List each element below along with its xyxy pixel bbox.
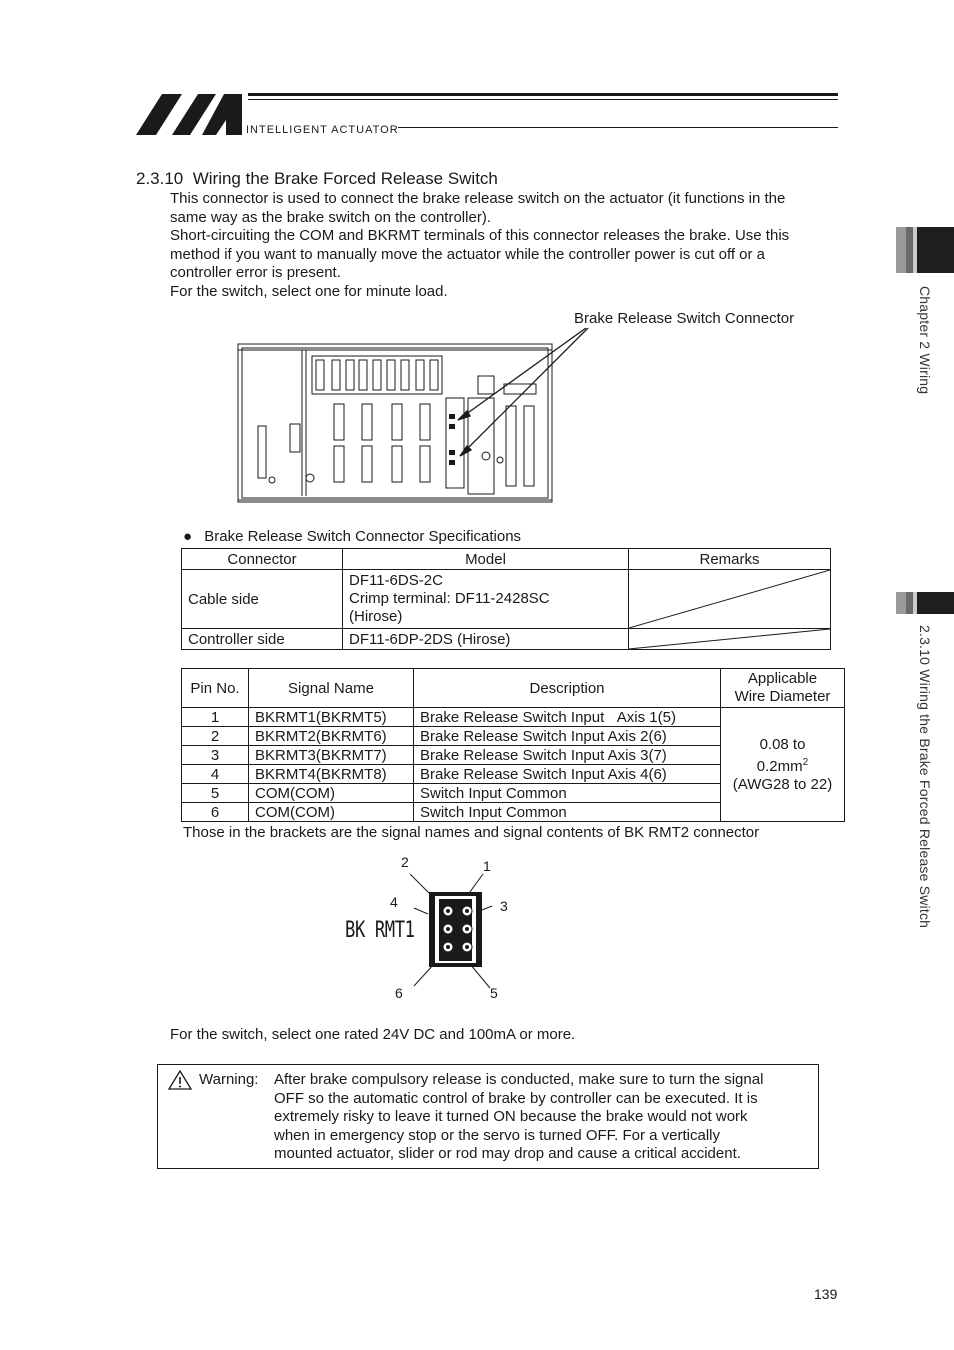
pin-label-6: 6 [395,985,403,1001]
spec-cell-connector: Cable side [182,570,343,629]
pin-label-2: 2 [401,854,409,870]
chapter-tab [896,227,954,273]
pin-diagram [340,852,520,1002]
wire-cell [721,708,845,822]
pin-label-4: 4 [390,894,398,910]
sidebar-chapter-label: Chapter 2 Wiring [917,286,933,395]
signal-cell: COM(COM) [249,784,414,803]
spec-model-line: Crimp terminal: DF11-2428SC [349,590,550,607]
spec-cell-remarks [629,570,831,629]
desc-cell: Brake Release Switch Input Axis 1(5) [414,708,721,727]
wire-line1: 0.08 to [759,735,806,753]
section-title: 2.3.10 Wiring the Brake Forced Release Switch [136,169,498,188]
pin-cell: 1 [182,708,249,727]
spec-header-model: Model [343,549,629,570]
warning-line: OFF so the automatic control of brake by controller can be executed. It is [274,1089,758,1107]
connector-label: BK RMT1 [345,918,415,943]
pin-header-pin: Pin No. [182,669,249,708]
pin-header-wire [721,669,845,708]
pin-header-signal: Signal Name [249,669,414,708]
desc-cell: Brake Release Switch Input Axis 3(7) [414,746,721,765]
desc-cell: Brake Release Switch Input Axis 2(6) [414,727,721,746]
pin-cell: 5 [182,784,249,803]
signal-cell: BKRMT2(BKRMT6) [249,727,414,746]
bullet: ● [183,528,193,545]
spec-cell-remarks [629,629,831,650]
warning-line: when in emergency stop or the servo is turned OFF. For a vertically [274,1126,721,1144]
para1-line2: same way as the brake switch on the controller). [170,208,491,226]
callout-label: Brake Release Switch Connector [574,310,795,327]
iai-logo-mark [136,90,246,136]
signal-cell: BKRMT4(BKRMT8) [249,765,414,784]
wire-line3: (AWG28 to 22) [732,775,833,793]
warning-line: After brake compulsory release is conducted, make sure to turn the signal [274,1071,764,1088]
spec-cell-connector: Controller side [182,629,343,650]
pin-table-note: Those in the brackets are the signal names and signal contents of BK RMT2 connector [183,824,760,841]
logo-mark-text [136,90,137,91]
pin-label-1: 1 [483,858,491,874]
para2-line3: controller error is present. [170,264,341,281]
pin-label-3: 3 [500,898,508,914]
spec-model-line: DF11-6DS-2C [349,572,443,589]
pin-cell: 2 [182,727,249,746]
pin-cell: 4 [182,765,249,784]
pin-table [181,668,845,822]
warning-line: extremely risky to leave it turned ON because the brake would not work [274,1108,748,1125]
para3: For the switch, select one for minute load. [170,282,448,300]
spec-cell-model: DF11-6DP-2DS (Hirose) [343,629,629,650]
warning-label: Warning: [199,1071,259,1088]
spec-header-remarks: Remarks [629,549,831,570]
pin-cell: 6 [182,803,249,822]
switch-note: For the switch, select one rated 24V DC and 100mA or more. [170,1026,576,1043]
desc-cell: Switch Input Common [414,803,721,822]
logo-tagline: INTELLIGENT ACTUATOR [246,124,399,136]
controller-figure [236,328,596,510]
warning-icon [168,1070,192,1090]
spec-model-line: (Hirose) [349,608,403,625]
spec-table-caption: Brake Release Switch Connector Specifications [204,528,522,545]
pin-label-5: 5 [490,985,498,1001]
signal-cell: BKRMT1(BKRMT5) [249,708,414,727]
header-logo [136,90,846,140]
desc-cell: Brake Release Switch Input Axis 4(6) [414,765,721,784]
pin-cell: 3 [182,746,249,765]
para1-line1: This connector is used to connect the brake release switch on the actuator (it functions in the [170,190,786,207]
wire-line2: 0.2mm [756,757,803,775]
warning-box [157,1064,819,1169]
para2-line2: method if you want to manually move the actuator while the controller power is cut off or a [170,245,766,263]
pin-header-wire-line2: Wire Diameter [734,688,831,705]
page-number: 139 [814,1286,838,1302]
warning-line: mounted actuator, slider or rod may drop and cause a critical accident. [274,1145,741,1162]
desc-cell: Switch Input Common [414,784,721,803]
spec-table [181,548,831,650]
signal-cell: COM(COM) [249,803,414,822]
spec-cell-model [343,570,629,629]
pin-header-wire-line1: Applicable [747,670,818,687]
sidebar-section-label: 2.3.10 Wiring the Brake Forced Release Switch [917,625,933,929]
spec-header-connector: Connector [182,549,343,570]
signal-cell: BKRMT3(BKRMT7) [249,746,414,765]
wire-sup: 2 [802,756,809,768]
pin-header-desc: Description [414,669,721,708]
para2-line1: Short-circuiting the COM and BKRMT terminals of this connector releases the brake. Use this [170,227,790,244]
section-tab [896,592,954,614]
